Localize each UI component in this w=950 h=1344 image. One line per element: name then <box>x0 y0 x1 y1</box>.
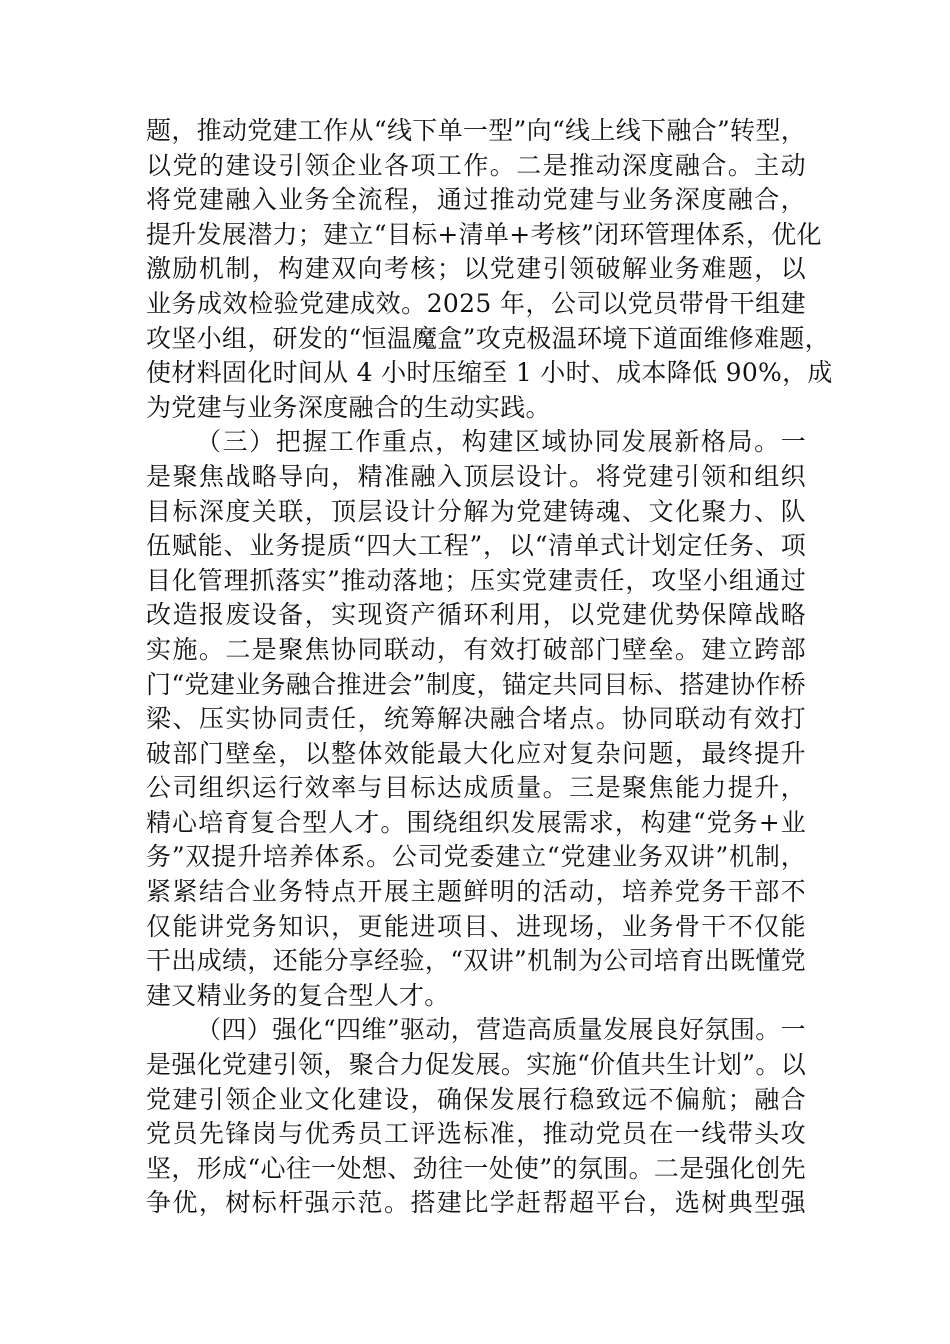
text-line: 实施。二是聚焦协同联动，有效打破部门壁垒。建立跨部 <box>146 634 806 664</box>
text-line: 业务成效检验党建成效。2025 年，公司以党员带骨干组建 <box>146 288 806 318</box>
text-line: 以党的建设引领企业各项工作。二是推动深度融合。主动 <box>146 150 806 180</box>
section-heading-line: （四）强化“四维”驱动，营造高质量发展良好氛围。一 <box>196 1015 806 1045</box>
text-line: 攻坚小组，研发的“恒温魔盒”攻克极温环境下道面维修难题， <box>146 323 830 353</box>
text-line: 目化管理抓落实”推动落地；压实党建责任，攻坚小组通过 <box>146 565 806 595</box>
document-body <box>146 114 833 1221</box>
text-line: 破部门壁垒，以整体效能最大化应对复杂问题，最终提升 <box>146 738 806 768</box>
text-line: 党建引领企业文化建设，确保发展行稳致远不偏航；融合 <box>146 1084 806 1114</box>
text-line: 争优，树标杆强示范。搭建比学赶帮超平台，选树典型强 <box>146 1188 806 1218</box>
text-line: 仅能讲党务知识，更能进项目、进现场，业务骨干不仅能 <box>146 911 806 941</box>
text-line: 门“党建业务融合推进会”制度，锚定共同目标、搭建协作桥 <box>146 669 806 699</box>
text-line: 务”双提升培养体系。公司党委建立“党建业务双讲”机制， <box>146 842 806 872</box>
text-line: 梁、压实协同责任，统筹解决融合堵点。协同联动有效打 <box>146 704 806 734</box>
text-line: 将党建融入业务全流程，通过推动党建与业务深度融合， <box>146 185 806 215</box>
text-line: 公司组织运行效率与目标达成质量。三是聚焦能力提升， <box>146 773 806 803</box>
text-line: 是聚焦战略导向，精准融入顶层设计。将党建引领和组织 <box>146 461 806 491</box>
section-heading-line: （三）把握工作重点，构建区域协同发展新格局。一 <box>196 427 806 457</box>
text-line: 精心培育复合型人才。围绕组织发展需求，构建“党务+业 <box>146 807 806 837</box>
text-line: 改造报废设备，实现资产循环利用，以党建优势保障战略 <box>146 600 806 630</box>
text-line: 坚，形成“心往一处想、劲往一处使”的氛围。二是强化创先 <box>146 1153 806 1183</box>
text-line: 题，推动党建工作从“线下单一型”向“线上线下融合”转型， <box>146 116 806 145</box>
text-line: 党员先锋岗与优秀员工评选标准，推动党员在一线带头攻 <box>146 1119 806 1149</box>
text-line: 使材料固化时间从 4 小时压缩至 1 小时、成本降低 90%，成 <box>146 358 833 388</box>
text-line: 激励机制，构建双向考核；以党建引领破解业务难题，以 <box>146 254 806 284</box>
text-line: 提升发展潜力；建立“目标+清单+考核”闭环管理体系，优化 <box>146 219 822 249</box>
text-line: 为党建与业务深度融合的生动实践。 <box>146 392 551 422</box>
text-line: 紧紧结合业务特点开展主题鲜明的活动，培养党务干部不 <box>146 877 806 907</box>
text-line: 是强化党建引领，聚合力促发展。实施“价值共生计划”。以 <box>146 1050 806 1080</box>
text-line: 目标深度关联，顶层设计分解为党建铸魂、文化聚力、队 <box>146 496 806 526</box>
text-line: 干出成绩，还能分享经验，“双讲”机制为公司培育出既懂党 <box>146 946 806 976</box>
text-line: 建又精业务的复合型人才。 <box>146 980 450 1010</box>
text-line: 伍赋能、业务提质“四大工程”，以“清单式计划定任务、项 <box>146 531 806 561</box>
